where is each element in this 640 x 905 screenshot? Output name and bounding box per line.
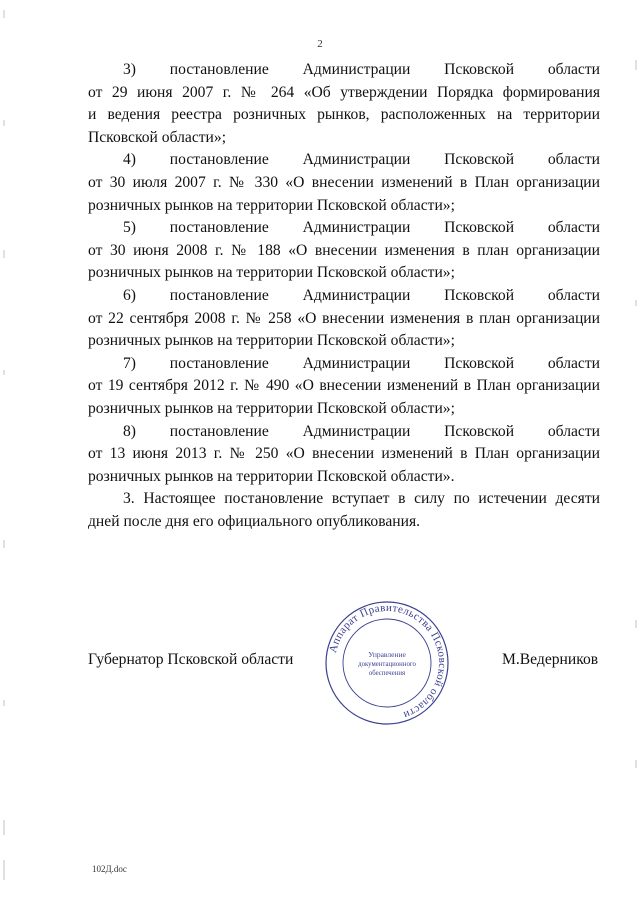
closing-clause-line: дней после дня его официального опубликования. — [88, 513, 421, 530]
list-item-word: области — [547, 287, 600, 304]
stamp-inner-line-3: обеспечения — [368, 670, 406, 677]
list-item-line: от 30 июля 2007 г. № 330 «О внесении изменений в План организации — [88, 174, 600, 191]
closing-clause-line: 3. Настоящее постановление вступает в силу по истечении десяти — [123, 490, 600, 508]
page-number: 2 — [317, 38, 323, 50]
list-item-line: розничных рынков на территории Псковской области»; — [88, 400, 455, 417]
list-item-word: Администрации — [302, 287, 411, 304]
list-item-line: розничных рынков на территории Псковской области»; — [88, 196, 455, 214]
list-item-number: 5) — [123, 219, 136, 237]
file-name: 102Д.doc — [92, 864, 127, 874]
list-item-word: Псковской — [444, 219, 515, 237]
list-item-word: Администрации — [302, 219, 411, 237]
signer-name: М.Ведерников — [502, 651, 599, 668]
scan-edge-marks-right — [630, 0, 640, 905]
list-item-word: постановление — [169, 151, 269, 169]
list-item-word: Псковской — [444, 422, 515, 440]
list-item-word: Псковской — [444, 354, 515, 372]
stamp-ring-text: Аппарат Правительства Псковской области — [327, 601, 449, 722]
list-item-word: постановление — [169, 287, 269, 304]
list-item-word: постановление — [169, 61, 269, 78]
list-item-word: области — [547, 354, 600, 372]
signer-title: Губернатор Псковской области — [88, 651, 294, 668]
list-item-number: 4) — [123, 151, 136, 169]
list-item-header — [88, 150, 600, 170]
list-item-word: области — [547, 151, 600, 169]
list-item-word: Администрации — [302, 151, 411, 169]
list-item-word: Администрации — [302, 61, 411, 78]
list-item-line: розничных рынков на территории Псковской области». — [88, 467, 455, 485]
list-item-word: Псковской — [444, 151, 515, 169]
stamp-inner-line-1: Управление — [368, 650, 406, 659]
list-item-header — [88, 286, 600, 306]
stamp-inner-line-2: документационного — [358, 661, 416, 668]
list-item-line: от 13 июня 2013 г. № 250 «О внесении изменений в План организации — [88, 445, 600, 463]
list-item-number: 3) — [123, 61, 136, 78]
list-item-line: и ведения реестра розничных рынков, расположенных на территории — [88, 106, 600, 124]
list-item-header — [88, 422, 600, 442]
list-item-header — [88, 354, 600, 374]
list-item-word: области — [547, 422, 600, 440]
list-item-line: от 29 июня 2007 г. № 264 «Об утверждении Порядка формирования — [88, 83, 600, 101]
list-item-number: 8) — [123, 422, 136, 440]
scan-edge-marks-left — [0, 0, 10, 905]
list-item-word: постановление — [169, 422, 269, 440]
list-item-line: розничных рынков на территории Псковской области»; — [88, 264, 455, 282]
list-item-number: 7) — [123, 354, 136, 372]
list-item-header — [88, 60, 600, 80]
list-item-word: области — [547, 61, 600, 78]
list-item-line: розничных рынков на территории Псковской области»; — [88, 332, 455, 350]
official-stamp — [322, 600, 452, 726]
list-item-word: постановление — [169, 354, 269, 372]
list-item-line: Псковской области»; — [88, 128, 227, 146]
list-item-line: от 19 сентября 2012 г. № 490 «О внесении изменений в План организации — [88, 377, 600, 395]
list-item-word: области — [547, 219, 600, 237]
list-item-number: 6) — [123, 287, 136, 304]
list-item-word: Псковской — [444, 61, 515, 78]
list-item-header — [88, 218, 600, 238]
list-item-line: от 22 сентября 2008 г. № 258 «О внесении изменения в план организации — [88, 309, 600, 327]
list-item-line: от 30 июня 2008 г. № 188 «О внесении изменения в план организации — [88, 241, 600, 259]
list-item-word: Администрации — [302, 422, 411, 440]
list-item-word: Администрации — [302, 354, 411, 372]
list-item-word: Псковской — [444, 287, 515, 304]
list-item-word: постановление — [169, 219, 269, 237]
